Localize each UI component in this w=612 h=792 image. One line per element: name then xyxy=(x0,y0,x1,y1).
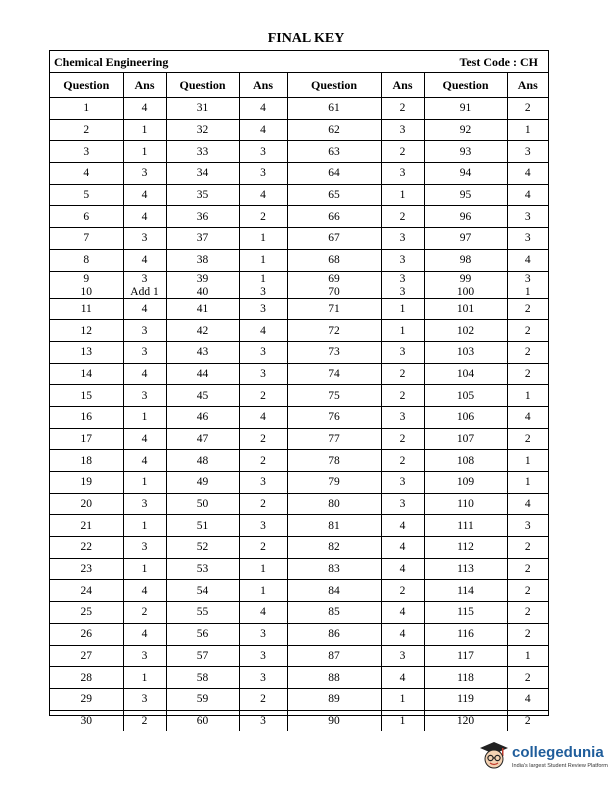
answer-value: 4 xyxy=(123,298,166,320)
answer-value: 4 xyxy=(507,688,548,710)
question-number: 59 xyxy=(166,688,239,710)
question-number: 31 xyxy=(166,98,239,120)
table-row xyxy=(50,341,548,363)
answer-value: 4 xyxy=(239,184,287,206)
table-header-row xyxy=(50,73,548,98)
question-number: 34 xyxy=(166,163,239,185)
answer-value: 4 xyxy=(123,580,166,602)
question-number: 61 xyxy=(287,98,381,120)
answer-value: 3 xyxy=(507,515,548,537)
question-number: 81 xyxy=(287,515,381,537)
question-number: 55 xyxy=(166,602,239,624)
sheet-header xyxy=(50,51,548,73)
answer-value: 2 xyxy=(123,710,166,731)
question-number: 25 xyxy=(50,602,123,624)
question-number: 97 xyxy=(424,228,507,250)
answer-value: 2 xyxy=(507,710,548,731)
question-number: 109 xyxy=(424,472,507,494)
table-row xyxy=(50,363,548,385)
answer-value: 2 xyxy=(381,141,424,163)
question-number: 70 xyxy=(287,286,381,299)
table-row xyxy=(50,406,548,428)
table-row xyxy=(50,667,548,689)
answer-value: 3 xyxy=(239,515,287,537)
question-number: 79 xyxy=(287,472,381,494)
answer-value: 3 xyxy=(123,228,166,250)
question-number: 101 xyxy=(424,298,507,320)
question-number: 107 xyxy=(424,428,507,450)
answer-value: 1 xyxy=(239,249,287,271)
question-number: 41 xyxy=(166,298,239,320)
column-header: Question xyxy=(50,73,123,98)
question-number: 19 xyxy=(50,472,123,494)
table-row xyxy=(50,119,548,141)
answer-value: 3 xyxy=(381,341,424,363)
graduate-mascot-icon xyxy=(478,740,510,772)
question-number: 17 xyxy=(50,428,123,450)
answer-value: 4 xyxy=(381,667,424,689)
question-number: 85 xyxy=(287,602,381,624)
question-number: 76 xyxy=(287,406,381,428)
answer-value: Add 1 xyxy=(123,286,166,299)
table-row xyxy=(50,493,548,515)
question-number: 27 xyxy=(50,645,123,667)
answer-value: 4 xyxy=(507,406,548,428)
question-number: 42 xyxy=(166,320,239,342)
answer-value: 3 xyxy=(507,141,548,163)
answer-value: 3 xyxy=(381,119,424,141)
question-number: 38 xyxy=(166,249,239,271)
question-number: 47 xyxy=(166,428,239,450)
answer-value: 3 xyxy=(381,286,424,299)
answer-value: 2 xyxy=(381,206,424,228)
column-header: Question xyxy=(166,73,239,98)
answer-value: 2 xyxy=(239,688,287,710)
brand-tagline: India's largest Student Review Platform xyxy=(512,763,608,769)
answer-value: 2 xyxy=(507,298,548,320)
question-number: 119 xyxy=(424,688,507,710)
answer-value: 1 xyxy=(507,472,548,494)
question-number: 108 xyxy=(424,450,507,472)
subject-name: Chemical Engineering xyxy=(54,55,169,69)
question-number: 66 xyxy=(287,206,381,228)
table-row xyxy=(50,206,548,228)
table-row xyxy=(50,385,548,407)
answer-value: 1 xyxy=(239,580,287,602)
answer-value: 4 xyxy=(123,363,166,385)
question-number: 86 xyxy=(287,623,381,645)
table-row xyxy=(50,141,548,163)
question-number: 28 xyxy=(50,667,123,689)
question-number: 110 xyxy=(424,493,507,515)
answer-key-table xyxy=(50,73,548,731)
answer-value: 2 xyxy=(507,428,548,450)
answer-value: 3 xyxy=(239,341,287,363)
answer-value: 4 xyxy=(239,320,287,342)
question-number: 51 xyxy=(166,515,239,537)
answer-value: 3 xyxy=(123,271,166,286)
answer-value: 3 xyxy=(381,249,424,271)
column-header: Question xyxy=(287,73,381,98)
answer-value: 4 xyxy=(239,406,287,428)
answer-value: 1 xyxy=(507,286,548,299)
answer-value: 1 xyxy=(381,298,424,320)
answer-value: 1 xyxy=(123,406,166,428)
question-number: 53 xyxy=(166,558,239,580)
answer-value: 3 xyxy=(381,271,424,286)
question-number: 29 xyxy=(50,688,123,710)
question-number: 112 xyxy=(424,537,507,559)
question-number: 10 xyxy=(50,286,123,299)
answer-value: 1 xyxy=(123,119,166,141)
answer-value: 3 xyxy=(123,688,166,710)
table-row xyxy=(50,428,548,450)
answer-value: 2 xyxy=(381,580,424,602)
question-number: 50 xyxy=(166,493,239,515)
column-header: Ans xyxy=(123,73,166,98)
question-number: 94 xyxy=(424,163,507,185)
answer-value: 3 xyxy=(381,406,424,428)
answer-value: 3 xyxy=(381,645,424,667)
question-number: 75 xyxy=(287,385,381,407)
answer-value: 3 xyxy=(381,228,424,250)
question-number: 99 xyxy=(424,271,507,286)
question-number: 118 xyxy=(424,667,507,689)
answer-value: 3 xyxy=(123,537,166,559)
question-number: 56 xyxy=(166,623,239,645)
question-number: 12 xyxy=(50,320,123,342)
question-number: 68 xyxy=(287,249,381,271)
answer-value: 1 xyxy=(239,558,287,580)
table-row xyxy=(50,163,548,185)
answer-value: 2 xyxy=(507,341,548,363)
question-number: 33 xyxy=(166,141,239,163)
question-number: 87 xyxy=(287,645,381,667)
question-number: 98 xyxy=(424,249,507,271)
answer-value: 2 xyxy=(507,98,548,120)
question-number: 105 xyxy=(424,385,507,407)
answer-value: 3 xyxy=(123,341,166,363)
answer-value: 2 xyxy=(239,428,287,450)
answer-value: 4 xyxy=(239,119,287,141)
question-number: 13 xyxy=(50,341,123,363)
question-number: 4 xyxy=(50,163,123,185)
answer-value: 1 xyxy=(381,320,424,342)
question-number: 32 xyxy=(166,119,239,141)
question-number: 8 xyxy=(50,249,123,271)
question-number: 22 xyxy=(50,537,123,559)
table-row xyxy=(50,580,548,602)
table-row xyxy=(50,271,548,286)
question-number: 111 xyxy=(424,515,507,537)
question-number: 57 xyxy=(166,645,239,667)
answer-value: 2 xyxy=(507,537,548,559)
answer-value: 1 xyxy=(123,141,166,163)
table-row xyxy=(50,558,548,580)
answer-value: 4 xyxy=(381,515,424,537)
question-number: 64 xyxy=(287,163,381,185)
question-number: 92 xyxy=(424,119,507,141)
answer-value: 1 xyxy=(123,472,166,494)
question-number: 104 xyxy=(424,363,507,385)
question-number: 115 xyxy=(424,602,507,624)
table-row xyxy=(50,515,548,537)
answer-value: 2 xyxy=(239,493,287,515)
answer-value: 2 xyxy=(381,385,424,407)
question-number: 72 xyxy=(287,320,381,342)
question-number: 44 xyxy=(166,363,239,385)
question-number: 49 xyxy=(166,472,239,494)
question-number: 35 xyxy=(166,184,239,206)
question-number: 16 xyxy=(50,406,123,428)
question-number: 5 xyxy=(50,184,123,206)
question-number: 36 xyxy=(166,206,239,228)
answer-value: 3 xyxy=(239,623,287,645)
question-number: 43 xyxy=(166,341,239,363)
question-number: 2 xyxy=(50,119,123,141)
answer-value: 1 xyxy=(239,228,287,250)
answer-value: 4 xyxy=(507,493,548,515)
question-number: 58 xyxy=(166,667,239,689)
answer-value: 3 xyxy=(123,163,166,185)
question-number: 39 xyxy=(166,271,239,286)
table-row xyxy=(50,472,548,494)
answer-value: 4 xyxy=(507,249,548,271)
question-number: 67 xyxy=(287,228,381,250)
answer-value: 3 xyxy=(239,298,287,320)
answer-value: 4 xyxy=(123,206,166,228)
answer-value: 2 xyxy=(381,98,424,120)
answer-value: 1 xyxy=(381,688,424,710)
question-number: 77 xyxy=(287,428,381,450)
question-number: 96 xyxy=(424,206,507,228)
question-number: 89 xyxy=(287,688,381,710)
table-row xyxy=(50,98,548,120)
brand-name: collegedunia xyxy=(512,744,604,761)
answer-value: 1 xyxy=(123,558,166,580)
answer-value: 4 xyxy=(239,602,287,624)
column-header: Question xyxy=(424,73,507,98)
answer-value: 4 xyxy=(381,602,424,624)
question-number: 100 xyxy=(424,286,507,299)
answer-value: 1 xyxy=(123,667,166,689)
answer-value: 3 xyxy=(239,710,287,731)
question-number: 102 xyxy=(424,320,507,342)
answer-value: 2 xyxy=(381,428,424,450)
answer-value: 3 xyxy=(239,141,287,163)
question-number: 3 xyxy=(50,141,123,163)
table-row xyxy=(50,450,548,472)
question-number: 20 xyxy=(50,493,123,515)
answer-value: 2 xyxy=(507,580,548,602)
answer-value: 1 xyxy=(381,184,424,206)
answer-value: 1 xyxy=(239,271,287,286)
answer-value: 3 xyxy=(381,493,424,515)
question-number: 54 xyxy=(166,580,239,602)
question-number: 69 xyxy=(287,271,381,286)
answer-value: 4 xyxy=(123,623,166,645)
question-number: 62 xyxy=(287,119,381,141)
answer-value: 3 xyxy=(381,472,424,494)
question-number: 60 xyxy=(166,710,239,731)
question-number: 80 xyxy=(287,493,381,515)
question-number: 83 xyxy=(287,558,381,580)
answer-value: 3 xyxy=(239,286,287,299)
answer-key-sheet xyxy=(49,50,549,727)
column-header: Ans xyxy=(381,73,424,98)
answer-value: 3 xyxy=(239,363,287,385)
answer-value: 3 xyxy=(239,472,287,494)
question-number: 120 xyxy=(424,710,507,731)
question-number: 116 xyxy=(424,623,507,645)
answer-value: 4 xyxy=(123,450,166,472)
answer-value: 1 xyxy=(507,645,548,667)
question-number: 88 xyxy=(287,667,381,689)
table-row xyxy=(50,602,548,624)
question-number: 9 xyxy=(83,272,90,285)
question-number: 103 xyxy=(424,341,507,363)
question-number: 82 xyxy=(287,537,381,559)
answer-value: 3 xyxy=(123,385,166,407)
answer-value: 4 xyxy=(381,558,424,580)
answer-value: 1 xyxy=(507,385,548,407)
answer-value: 1 xyxy=(381,710,424,731)
question-number: 46 xyxy=(166,406,239,428)
table-row xyxy=(50,320,548,342)
answer-value: 3 xyxy=(381,163,424,185)
answer-value: 2 xyxy=(381,450,424,472)
answer-value: 3 xyxy=(239,163,287,185)
table-row xyxy=(50,688,548,710)
answer-value: 1 xyxy=(123,515,166,537)
question-number: 11 xyxy=(50,298,123,320)
answer-value: 2 xyxy=(239,385,287,407)
answer-value: 3 xyxy=(123,493,166,515)
test-code: Test Code : CH xyxy=(459,55,538,69)
answer-value: 4 xyxy=(123,428,166,450)
answer-value: 1 xyxy=(507,450,548,472)
answer-value: 2 xyxy=(239,206,287,228)
answer-value: 3 xyxy=(123,645,166,667)
question-number: 24 xyxy=(50,580,123,602)
table-row xyxy=(50,645,548,667)
question-number: 113 xyxy=(424,558,507,580)
answer-value: 4 xyxy=(381,623,424,645)
question-number: 74 xyxy=(287,363,381,385)
question-number: 40 xyxy=(166,286,239,299)
collegedunia-logo xyxy=(478,738,608,778)
question-number: 21 xyxy=(50,515,123,537)
answer-value: 4 xyxy=(123,249,166,271)
answer-value: 2 xyxy=(507,623,548,645)
question-number: 65 xyxy=(287,184,381,206)
question-number: 1 xyxy=(50,98,123,120)
answer-value: 2 xyxy=(507,320,548,342)
column-header: Ans xyxy=(507,73,548,98)
table-row xyxy=(50,710,548,731)
answer-value: 2 xyxy=(239,450,287,472)
question-number: 23 xyxy=(50,558,123,580)
answer-value: 4 xyxy=(123,184,166,206)
question-number: 63 xyxy=(287,141,381,163)
answer-value: 2 xyxy=(507,558,548,580)
question-number: 7 xyxy=(50,228,123,250)
table-row xyxy=(50,286,548,299)
answer-value: 4 xyxy=(239,98,287,120)
question-number: 78 xyxy=(287,450,381,472)
table-row xyxy=(50,228,548,250)
question-number: 95 xyxy=(424,184,507,206)
question-number: 52 xyxy=(166,537,239,559)
answer-value: 3 xyxy=(123,320,166,342)
answer-value: 2 xyxy=(123,602,166,624)
question-number: 30 xyxy=(80,714,92,727)
table-row xyxy=(50,537,548,559)
answer-value: 4 xyxy=(381,537,424,559)
question-number: 26 xyxy=(50,623,123,645)
answer-value: 4 xyxy=(507,184,548,206)
question-number: 117 xyxy=(424,645,507,667)
answer-value: 2 xyxy=(507,667,548,689)
question-number: 18 xyxy=(50,450,123,472)
answer-value: 2 xyxy=(507,602,548,624)
table-row xyxy=(50,249,548,271)
question-number: 93 xyxy=(424,141,507,163)
answer-value: 2 xyxy=(381,363,424,385)
answer-value: 1 xyxy=(507,119,548,141)
answer-value: 3 xyxy=(239,667,287,689)
question-number: 45 xyxy=(166,385,239,407)
answer-value: 3 xyxy=(239,645,287,667)
question-number: 106 xyxy=(424,406,507,428)
answer-value: 2 xyxy=(507,363,548,385)
question-number: 114 xyxy=(424,580,507,602)
question-number: 91 xyxy=(424,98,507,120)
question-number: 90 xyxy=(287,710,381,731)
answer-value: 2 xyxy=(239,537,287,559)
answer-value: 3 xyxy=(507,271,548,286)
question-number: 15 xyxy=(50,385,123,407)
answer-value: 4 xyxy=(507,163,548,185)
question-number: 14 xyxy=(50,363,123,385)
table-row xyxy=(50,298,548,320)
question-number: 73 xyxy=(287,341,381,363)
column-header: Ans xyxy=(239,73,287,98)
answer-value: 3 xyxy=(507,206,548,228)
page-title: FINAL KEY xyxy=(267,31,345,46)
table-row xyxy=(50,623,548,645)
question-number: 37 xyxy=(166,228,239,250)
answer-value: 3 xyxy=(507,228,548,250)
question-number: 71 xyxy=(287,298,381,320)
question-number: 84 xyxy=(287,580,381,602)
answer-value: 4 xyxy=(123,98,166,120)
question-number: 48 xyxy=(166,450,239,472)
table-row xyxy=(50,184,548,206)
question-number: 6 xyxy=(50,206,123,228)
